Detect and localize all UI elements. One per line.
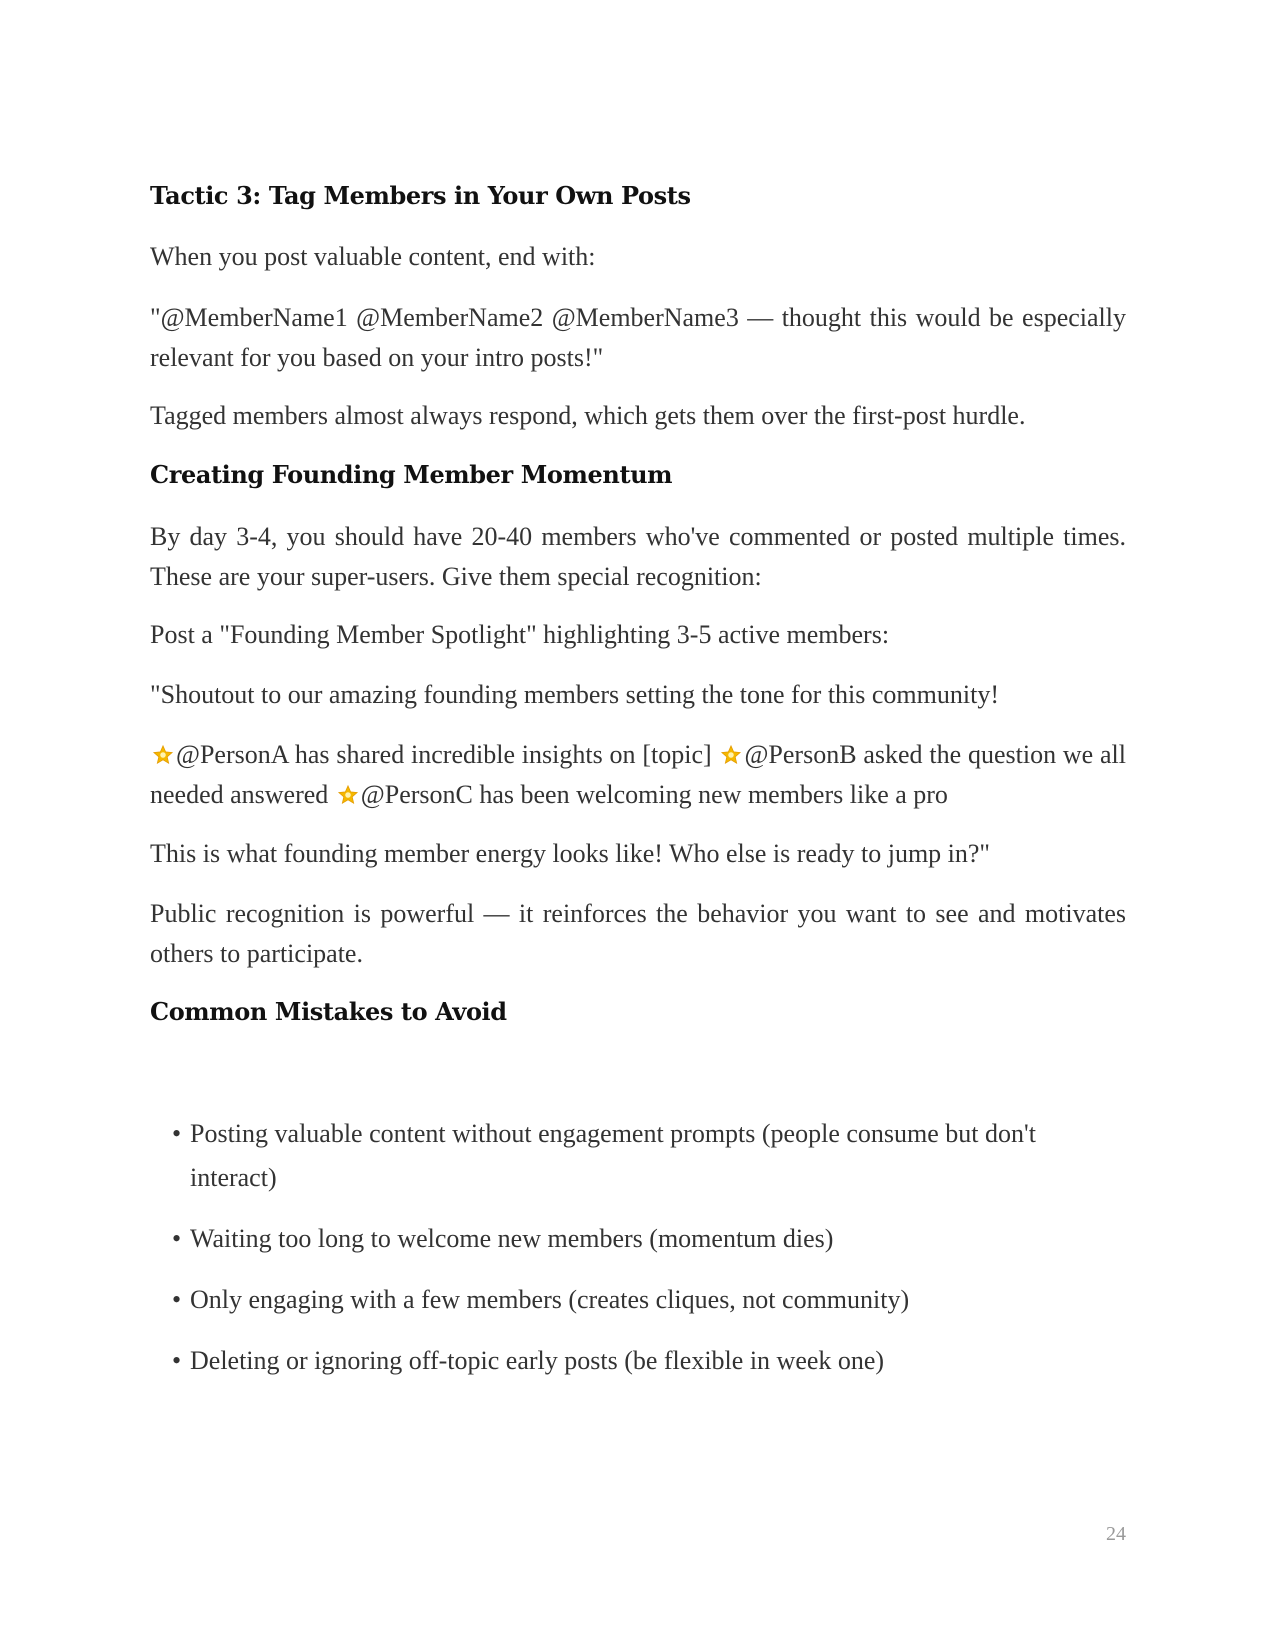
bullet: • bbox=[172, 1224, 182, 1253]
spotlight-quote-open: "Shoutout to our amazing founding members setting the tone for this community! bbox=[150, 680, 999, 709]
glowing-star-icon bbox=[152, 744, 174, 766]
tactic-3-heading: Tactic 3: Tag Members in Your Own Posts bbox=[150, 181, 691, 210]
momentum-heading: Creating Founding Member Momentum bbox=[150, 460, 673, 489]
bullet: • bbox=[172, 1346, 182, 1375]
bullet: • bbox=[172, 1285, 182, 1314]
mistakes-list bbox=[150, 1112, 1126, 1400]
list-item: • Deleting or ignoring off-topic early posts (be flexible in week one) bbox=[150, 1339, 1126, 1383]
tactic-3-intro: When you post valuable content, end with: bbox=[150, 242, 596, 271]
tactic-3-result: Tagged members almost always respond, which gets them over the first-post hurdle. bbox=[150, 401, 1026, 430]
momentum-paragraph-2: Post a "Founding Member Spotlight" highlighting 3-5 active members: bbox=[150, 620, 890, 649]
list-item: • Posting valuable content without engagement prompts (people consume but don't interact) bbox=[150, 1112, 1126, 1200]
bullet: • bbox=[172, 1119, 182, 1148]
list-item: • Waiting too long to welcome new members (momentum dies) bbox=[150, 1217, 1126, 1261]
page-number: 24 bbox=[1106, 1523, 1126, 1545]
mistakes-heading: Common Mistakes to Avoid bbox=[150, 997, 507, 1026]
spotlight-person-b: @PersonB asked the question we all needed answered bbox=[150, 740, 1127, 809]
tactic-3-example: "@MemberName1 @MemberName2 @MemberName3 — thought this would be especially relevant for you based on your intro posts!" bbox=[150, 303, 1126, 372]
glowing-star-icon bbox=[720, 744, 742, 766]
momentum-paragraph-3: Public recognition is powerful — it reinforces the behavior you want to see and motivates others to participate. bbox=[150, 899, 1126, 968]
momentum-paragraph-1: By day 3-4, you should have 20-40 members who've commented or posted multiple times. These are your super-users. Give them special recognition: bbox=[150, 522, 1126, 591]
spotlight-quote-close: This is what founding member energy looks like! Who else is ready to jump in?" bbox=[150, 839, 991, 868]
list-item: • Only engaging with a few members (creates cliques, not community) bbox=[150, 1278, 1126, 1322]
glowing-star-icon bbox=[337, 784, 359, 806]
spotlight-person-a: @PersonA has shared incredible insights on [topic] bbox=[176, 740, 712, 769]
spotlight-person-c: @PersonC has been welcoming new members like a pro bbox=[360, 780, 948, 809]
spotlight-mentions bbox=[150, 735, 1126, 815]
